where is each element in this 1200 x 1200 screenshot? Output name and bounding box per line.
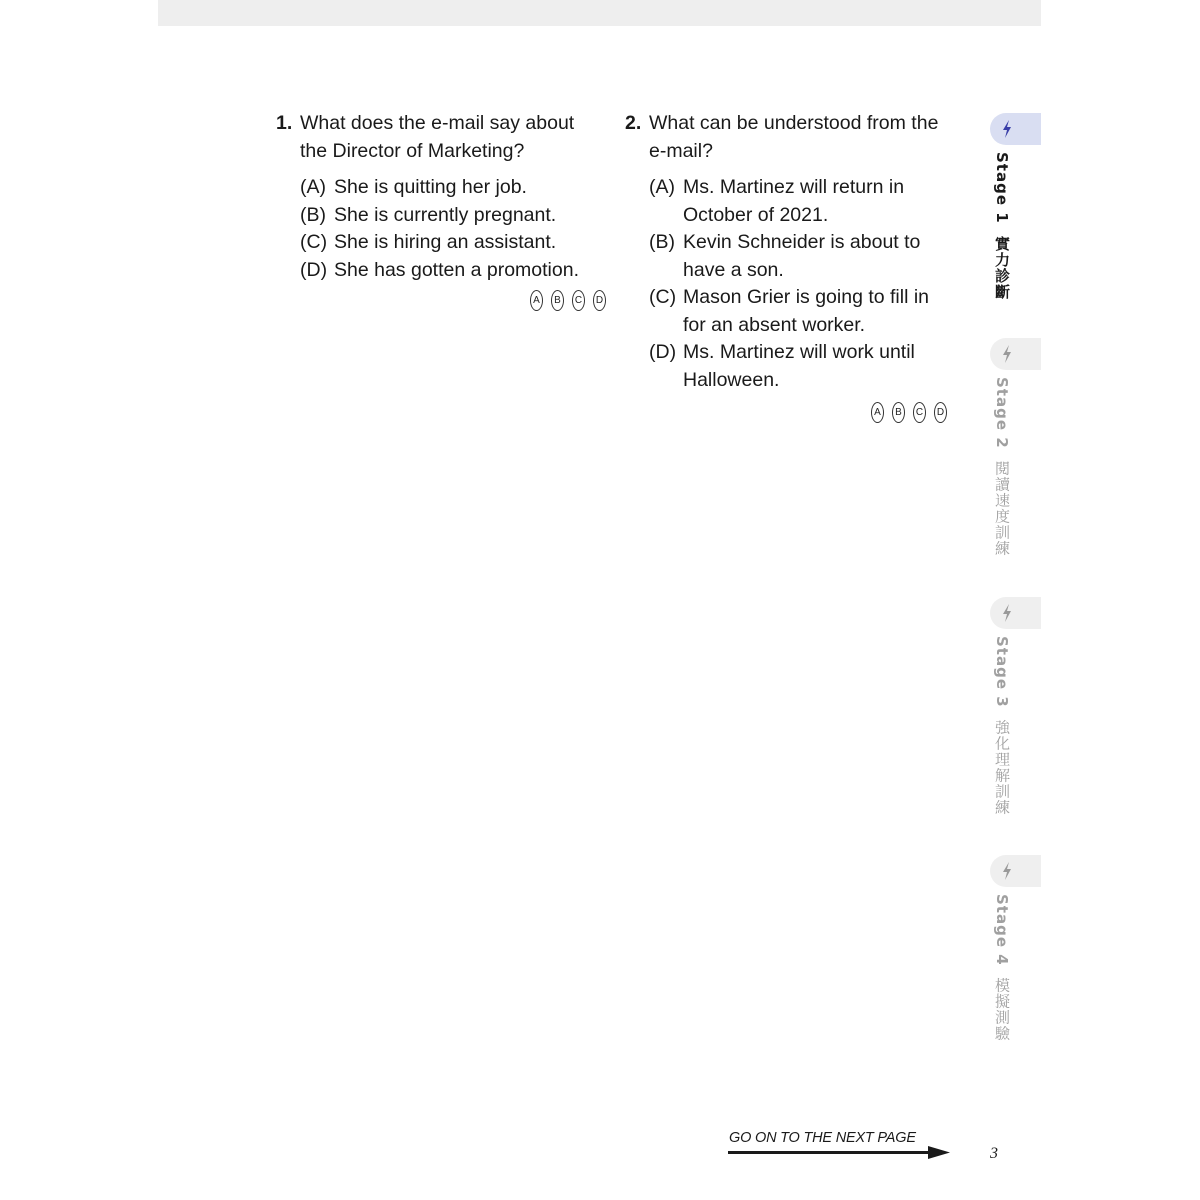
option-text: Kevin Schneider is about to have a son. (683, 231, 921, 281)
stage-title: 強化理解訓練 (993, 719, 1011, 816)
next-page-label: GO ON TO THE NEXT PAGE (729, 1130, 916, 1146)
option-d (649, 339, 955, 394)
answer-bubbles (625, 402, 955, 423)
option-d (300, 257, 606, 285)
option-text: She has gotten a promotion. (334, 258, 579, 281)
stage-title: 模擬測驗 (993, 977, 1011, 1042)
answer-bubble-d[interactable]: D (934, 402, 947, 423)
option-letter: (B) (649, 231, 675, 253)
answer-bubble-a[interactable]: A (871, 402, 884, 423)
stage-name: Stage 2 (993, 377, 1011, 449)
lightning-bolt-icon (1000, 603, 1014, 623)
lightning-bolt-icon (1000, 861, 1014, 881)
stage-1-tab[interactable] (990, 113, 1041, 145)
question-2 (625, 110, 955, 423)
answer-bubble-c[interactable]: C (913, 402, 926, 423)
answer-bubble-b[interactable]: B (892, 402, 905, 423)
options-list (625, 174, 955, 394)
stage-name: Stage 4 (993, 894, 1011, 966)
answer-bubble-b[interactable]: B (551, 290, 564, 311)
option-text: She is quitting her job. (334, 176, 527, 198)
stage-name: Stage 1 (993, 152, 1011, 224)
option-a (300, 174, 606, 202)
question-stem (276, 110, 606, 165)
answer-bubble-a[interactable]: A (530, 290, 543, 311)
answer-bubbles (276, 290, 606, 311)
option-text: She is currently pregnant. (334, 203, 557, 226)
option-letter: (C) (300, 231, 328, 253)
option-b (300, 202, 606, 230)
page-number: 3 (990, 1145, 998, 1162)
question-stem (625, 110, 955, 165)
option-letter: (C) (649, 286, 677, 308)
option-letter: (D) (300, 258, 328, 281)
stage-2-tab[interactable] (990, 338, 1041, 370)
option-a (649, 174, 955, 229)
question-text: What does the e-mail say about the Director of Marketing? (300, 112, 575, 162)
option-letter: (A) (649, 176, 675, 198)
question-text: What can be understood from the e-mail? (649, 112, 939, 162)
stage-name: Stage 3 (993, 636, 1011, 708)
option-text: She is hiring an assistant. (334, 231, 557, 253)
top-band (158, 0, 1041, 26)
options-list (276, 174, 606, 284)
question-number: 2. (625, 112, 642, 134)
arrow-right-icon (728, 1146, 950, 1160)
option-c (649, 284, 955, 339)
stage-4-tab[interactable] (990, 855, 1041, 887)
lightning-bolt-icon (1000, 344, 1014, 364)
stage-3-label (992, 636, 1013, 815)
option-letter: (D) (649, 341, 677, 363)
stage-title: 閱讀速度訓練 (993, 460, 1011, 557)
option-text: Ms. Martinez will work until Halloween. (683, 341, 915, 391)
option-c (300, 229, 606, 257)
option-letter: (A) (300, 176, 326, 198)
option-text: Ms. Martinez will return in October of 2021. (683, 176, 905, 226)
lightning-bolt-icon (1000, 119, 1014, 139)
stage-title: 實力診斷 (993, 235, 1011, 300)
question-number: 1. (276, 112, 293, 134)
option-letter: (B) (300, 203, 326, 226)
option-b (649, 229, 955, 284)
answer-bubble-d[interactable]: D (593, 290, 606, 311)
stage-2-label (992, 377, 1013, 556)
answer-bubble-c[interactable]: C (572, 290, 585, 311)
stage-3-tab[interactable] (990, 597, 1041, 629)
option-text: Mason Grier is going to fill in for an absent worker. (683, 286, 930, 336)
stage-1-label (992, 152, 1013, 300)
stage-4-label (992, 894, 1013, 1041)
question-1 (276, 110, 606, 311)
